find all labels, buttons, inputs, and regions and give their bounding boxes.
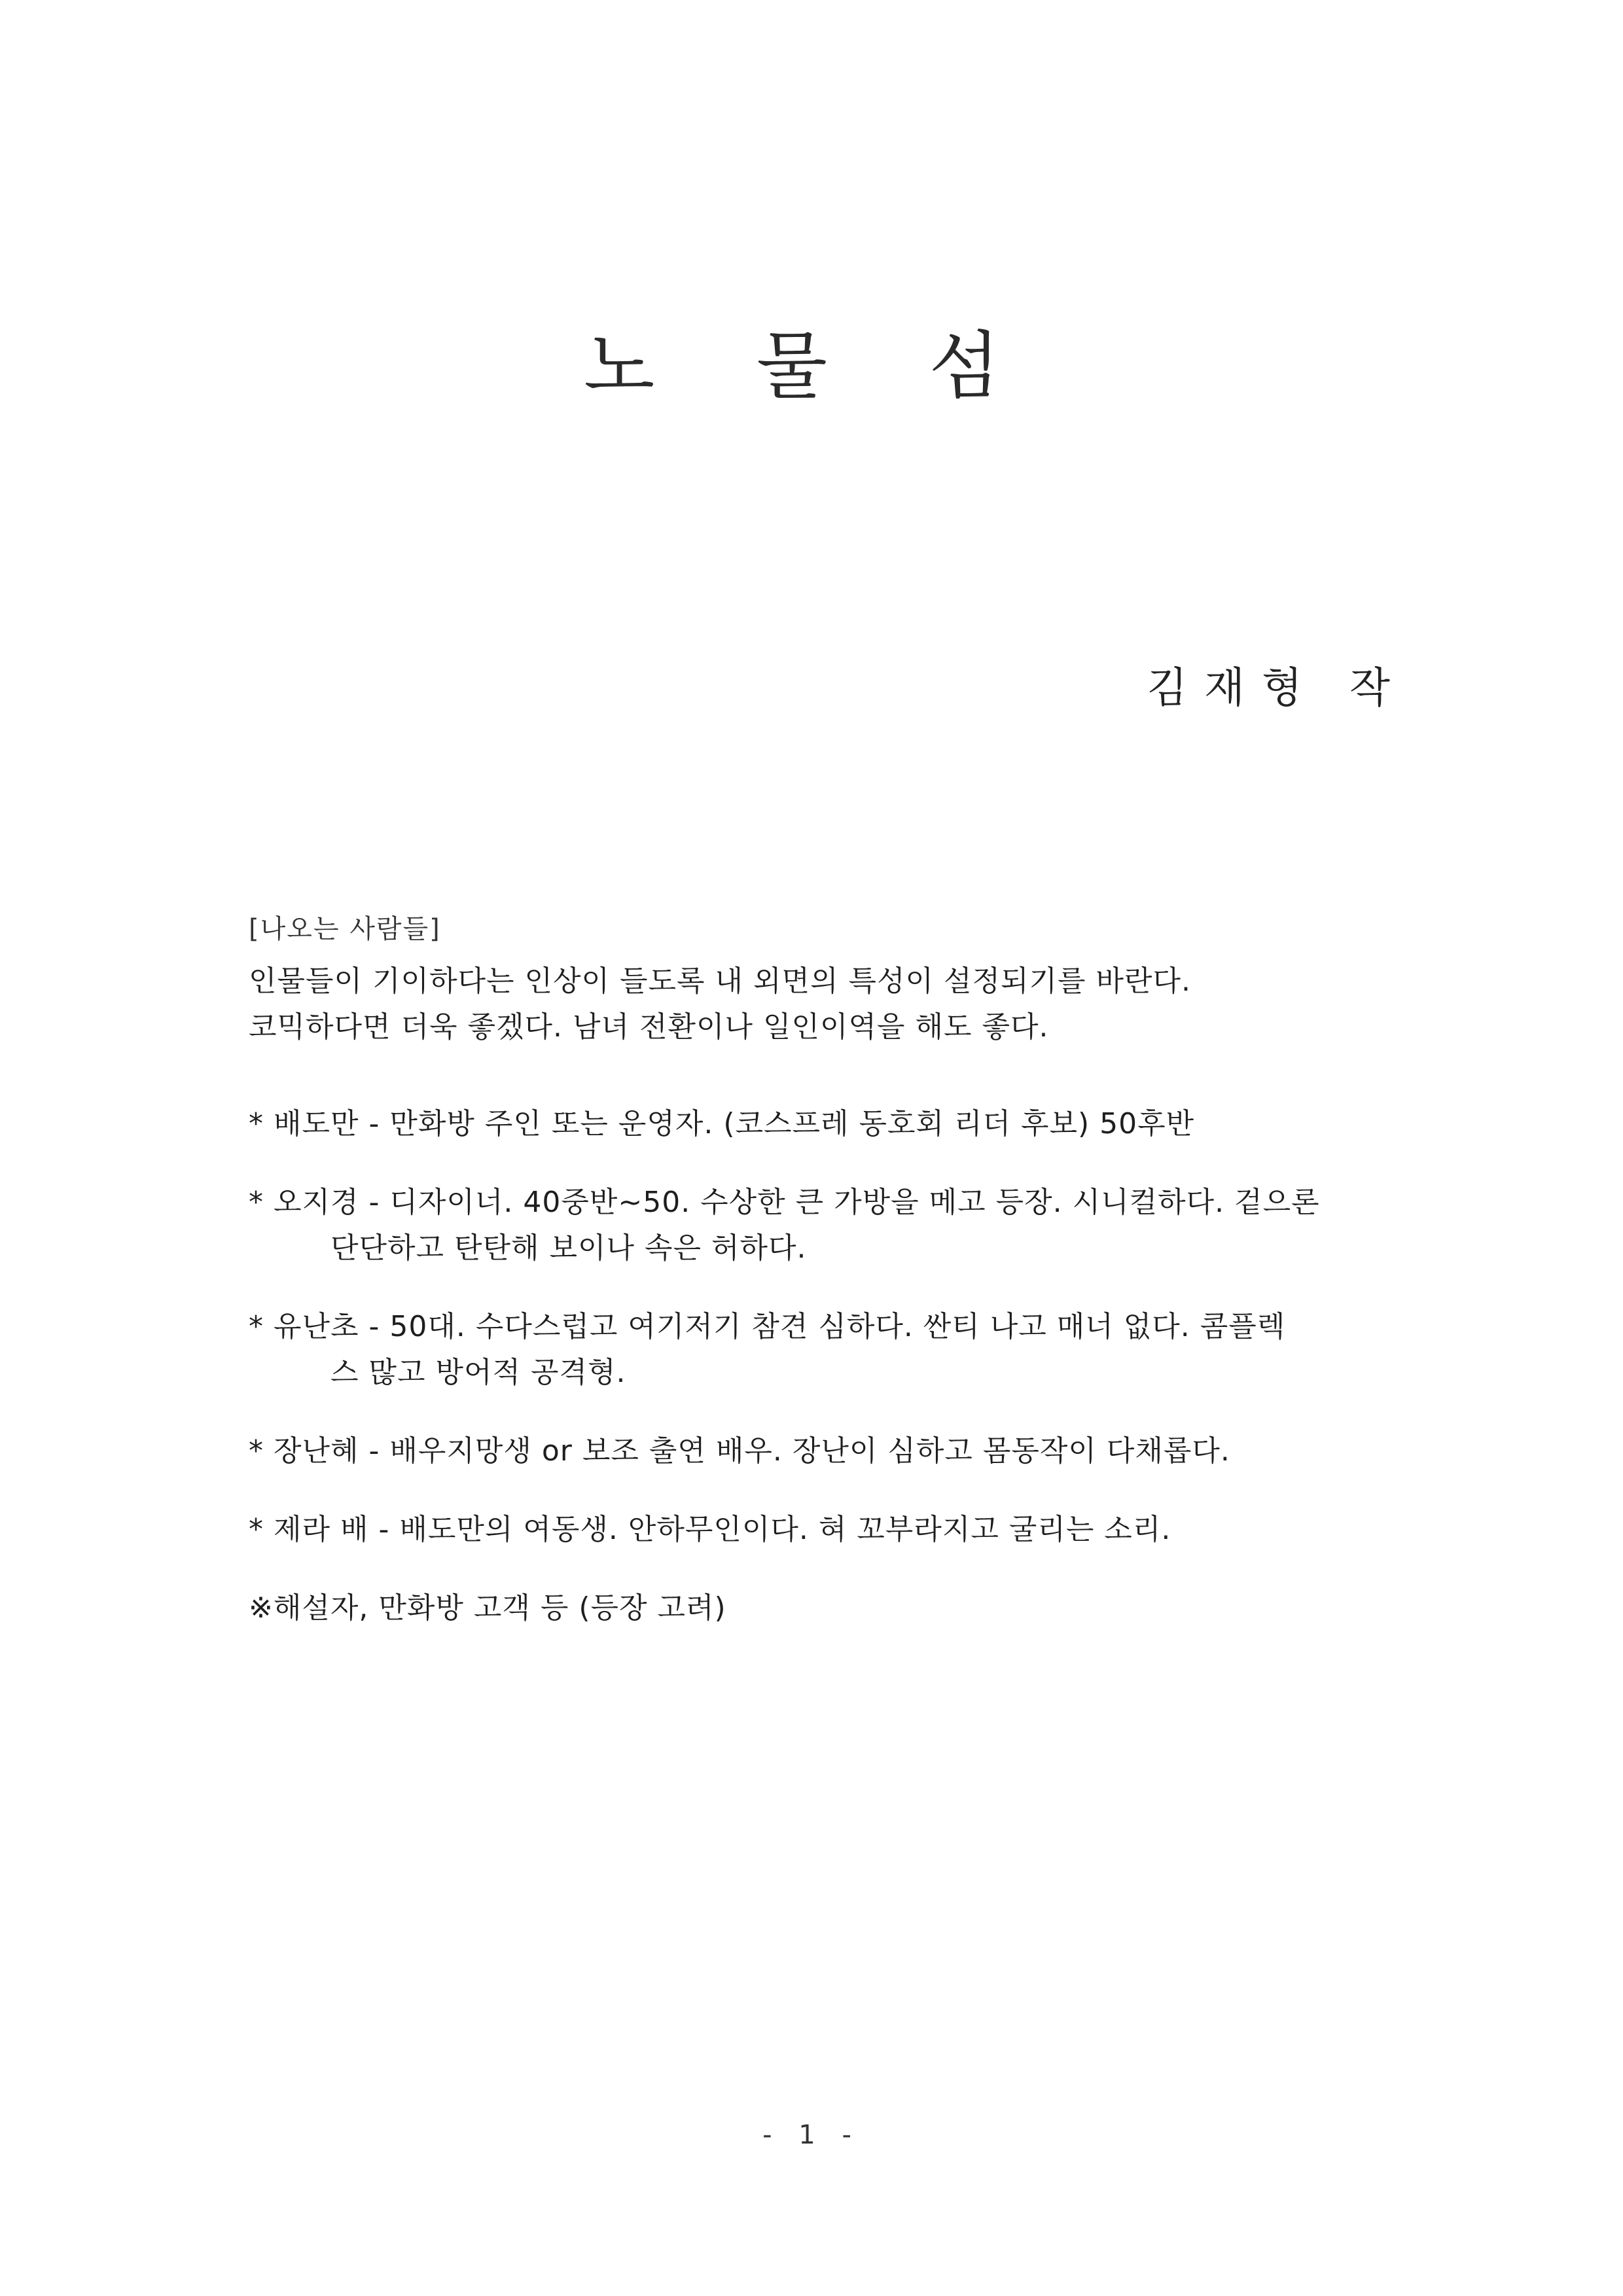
intro-line: 인물들이 기이하다는 인상이 들도록 내 외면의 특성이 설정되기를 바란다. (249, 964, 1191, 998)
character-line: * 배도만 - 만화방 주인 또는 운영자. (코스프레 동호회 리더 후보) 50후반 (249, 1107, 1195, 1140)
page-number: - 1 - (762, 2120, 861, 2150)
character-entry-yunancho (249, 1304, 1420, 1396)
character-entry-baedoman (249, 1101, 1420, 1147)
intro-paragraph (249, 959, 1420, 1050)
character-line: * 장난혜 - 배우지망생 or 보조 출연 배우. 장난이 심하고 몸동작이 다채롭다. (249, 1434, 1230, 1468)
play-title: 노 물 섬 (584, 324, 1039, 409)
author-credit: 김재형 작 (1147, 664, 1407, 713)
section-label: [나오는 사람들] (249, 914, 441, 944)
extra-roles-note: ※해설자, 만화방 고객 등 (등장 고려) (249, 1591, 726, 1625)
character-line-continued: 스 많고 방어적 공격형. (330, 1356, 626, 1389)
character-line: * 오지경 - 디자이너. 40중반~50. 수상한 큰 가방을 메고 등장. 시니컬하다. 겉으론 (249, 1186, 1320, 1219)
character-entry-jerabae (249, 1507, 1420, 1553)
intro-line: 코믹하다면 더욱 좋겠다. 남녀 전환이나 일인이역을 해도 좋다. (249, 1010, 1049, 1044)
character-entry-ojigyeong (249, 1180, 1420, 1271)
character-line: * 유난초 - 50대. 수다스럽고 여기저기 참견 심하다. 싼티 나고 매너 없다. 콤플렉 (249, 1310, 1286, 1343)
character-line-continued: 단단하고 탄탄해 보이나 속은 허하다. (330, 1231, 807, 1265)
characters-section (249, 906, 1420, 1631)
character-entry-jangnanhye (249, 1428, 1420, 1474)
character-line: * 제라 배 - 배도만의 여동생. 안하무인이다. 혀 꼬부라지고 굴리는 소리. (249, 1513, 1171, 1546)
